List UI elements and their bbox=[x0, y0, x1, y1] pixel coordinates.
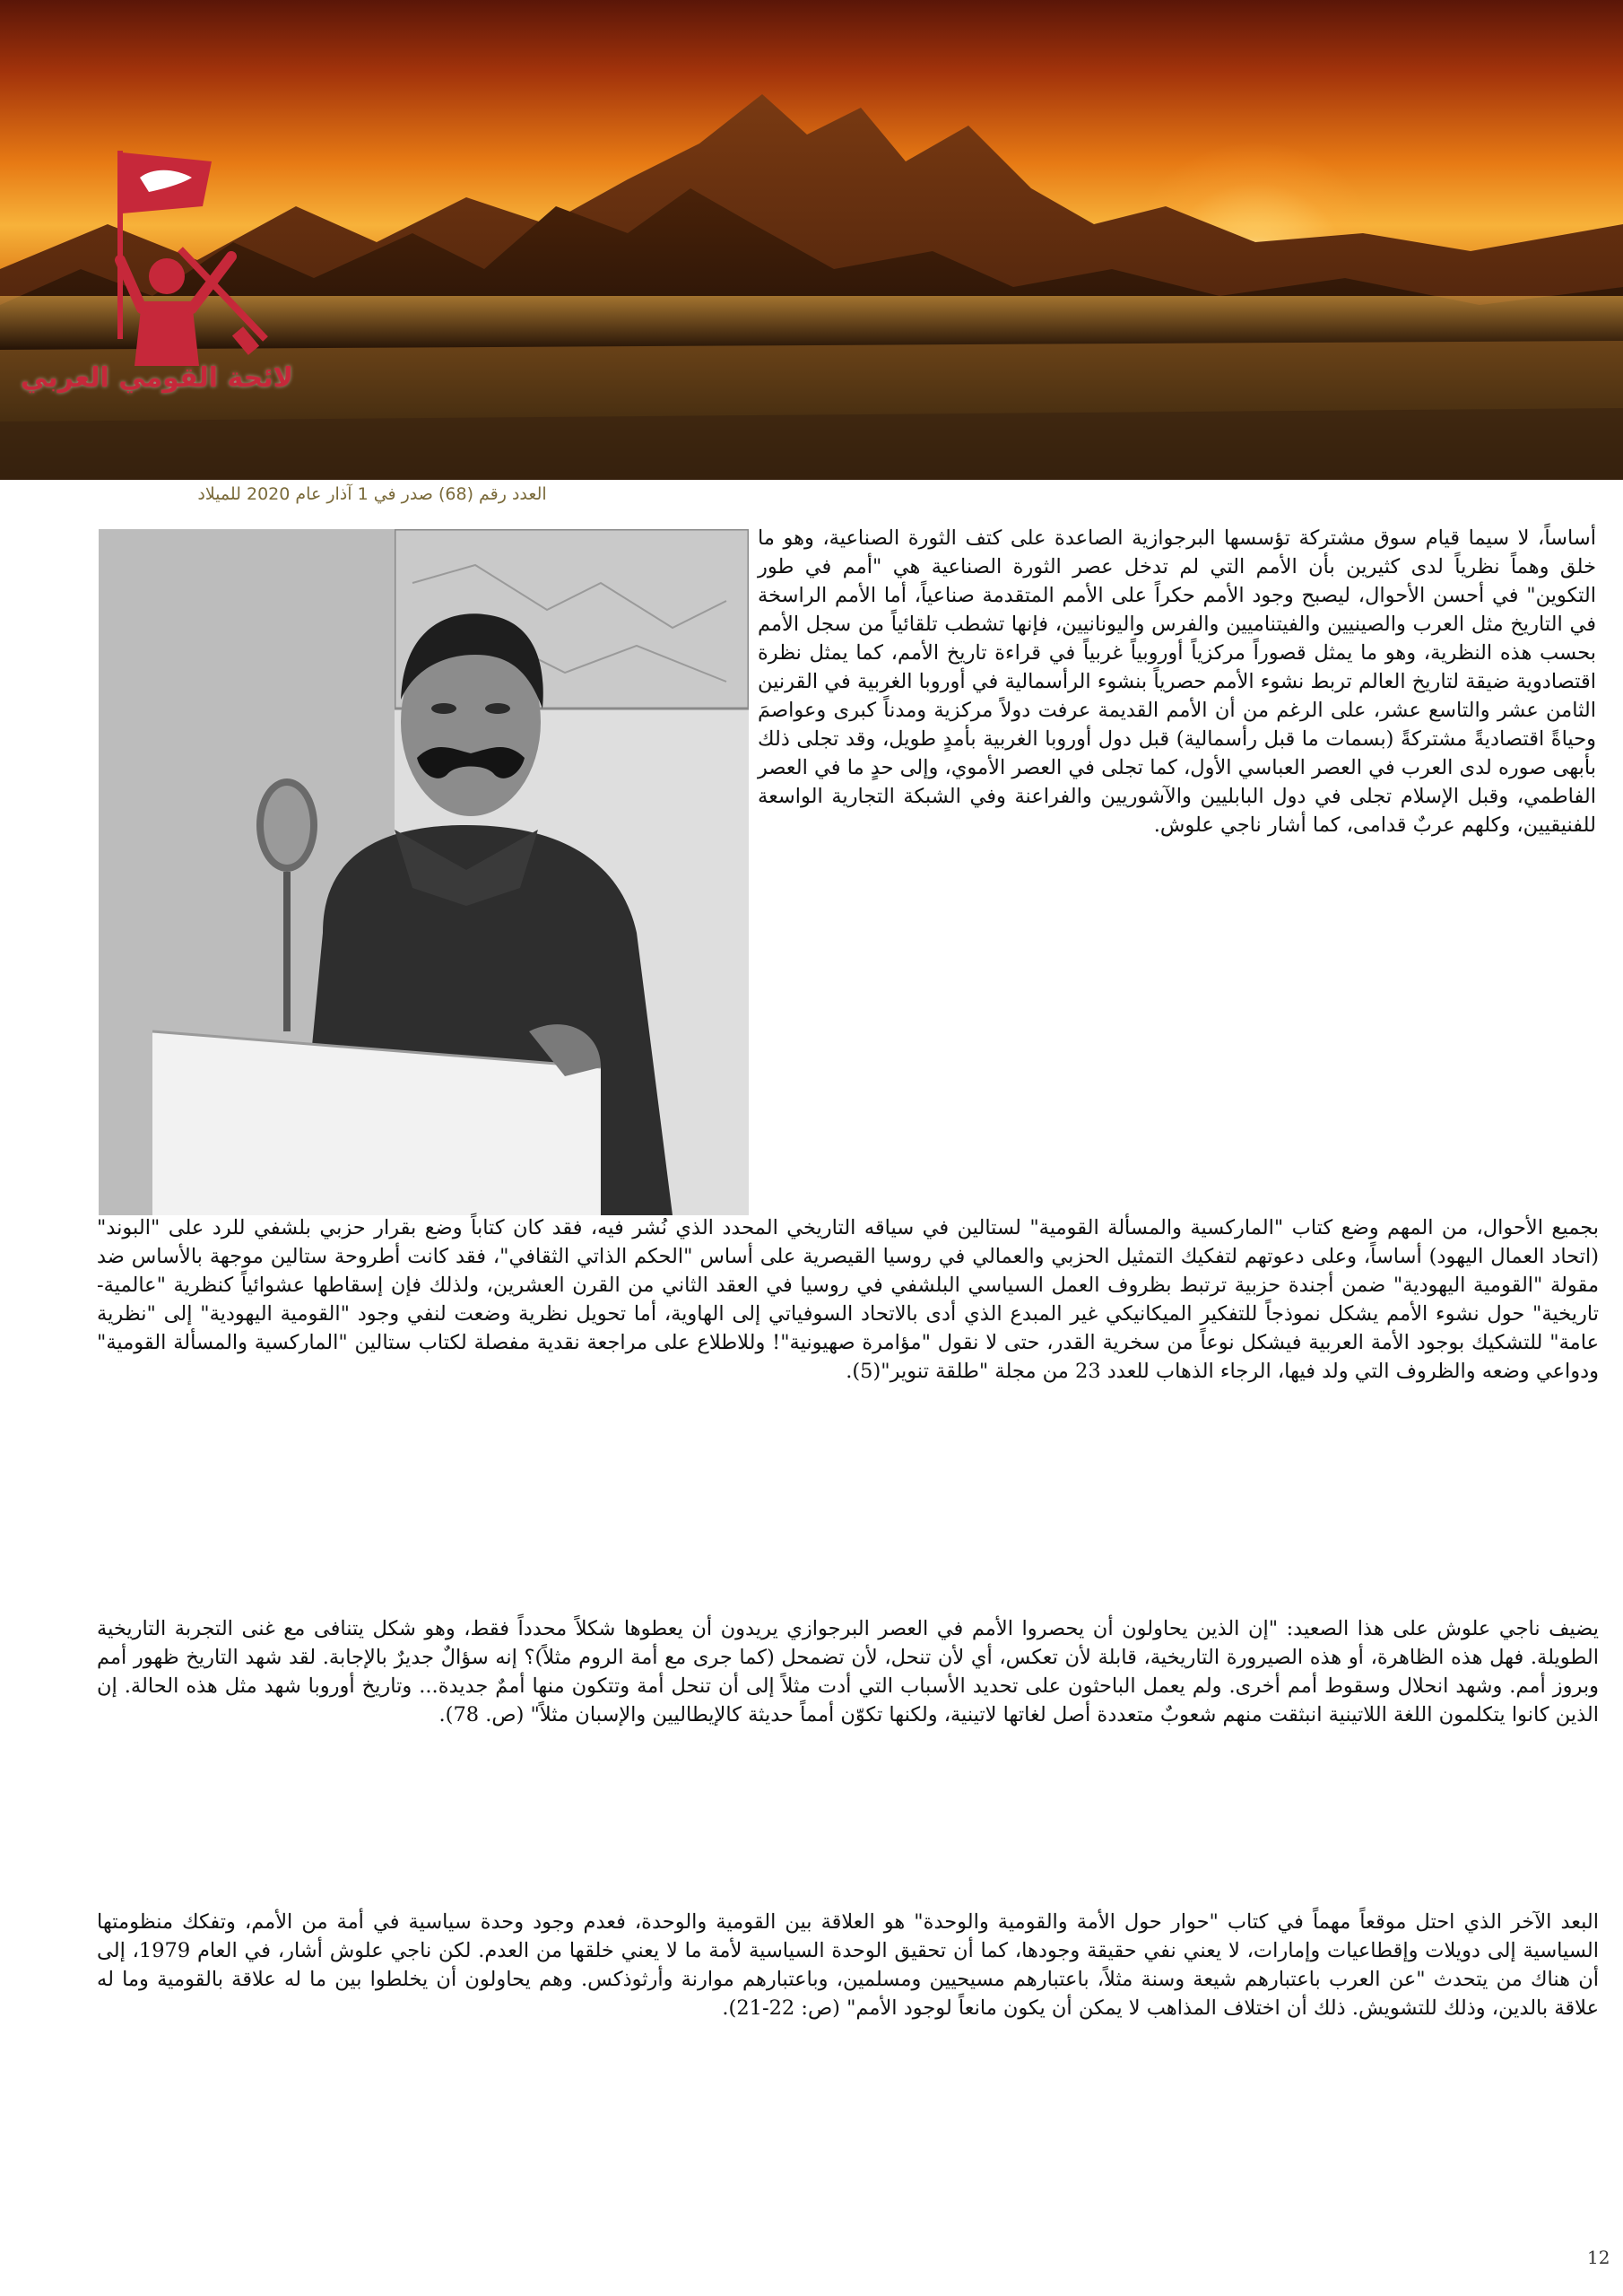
article-paragraph: البعد الآخر الذي احتل موقعاً مهماً في كتاب "حوار حول الأمة والقومية والوحدة" هو العلاقة بين القومية والوحدة، فعدم وجود وحدة سياسية في أمة من الأمم، وتفكك منظومتها السياسية إلى دويلات وإقطاعيات وإمارات، لا يعني نفي حقيقة وجودها، كما أن تحقيق الوحدة السياسية لأمة ما لا يعني خلقها من العدم. لكن ناجي علوش أشار، في العام 1979، إلى أن هناك من يتحدث "عن العرب باعتبارهم شيعة وسنة مثلاً، باعتبارهم مسيحيين ومسلمين، وباعتبارهم موارنة وأرثوذكس. وهم يحاولون أن يخلطوا بين ما له علاقة بالقومية وما له علاقة بالدين، وذلك للتشويش. ذلك أن اختلاف المذاهب لا يمكن أن يكون مانعاً لوجود الأمم" (ص: 22-21). bbox=[97, 1910, 1599, 2020]
portrait-photo bbox=[99, 529, 749, 1215]
issue-date-line: العدد رقم (68) صدر في 1 آذار عام 2020 للميلاد bbox=[197, 484, 547, 504]
logo-text: لائحة القومي العربي bbox=[21, 362, 293, 394]
header-banner bbox=[0, 0, 1623, 480]
page-number: 12 bbox=[1587, 2247, 1610, 2268]
article-paragraph: يضيف ناجي علوش على هذا الصعيد: "إن الذين يحاولون أن يحصروا الأمم في العصر البرجوازي يريدون أن يعطوها شكلاً محدداً فقط، وهو شكل يتنافى مع غنى التجربة التاريخية الطويلة. فهل هذه الظاهرة، أو هذه الصيرورة التاريخية، قابلة لأن تعكس، أي لأن تنحل، لأن تضمحل (كما جرى مع أمة الروم مثلاً)؟ إنه سؤالٌ جديرٌ بالإجابة. لقد شهد التاريخ ظهور أمم وبروز أمم. وشهد انحلال وسقوط أمم أخرى. ولم يعمل الباحثون على تحديد الأسباب التي أدت مثلاً إلى أن تنحل أمة وتتكون منها أممٌ جديدة... وتاريخ أوروبا شهد مثل هذه الحالة. إن الذين كانوا يتكلمون اللغة اللاتينية انبثقت منهم شعوبٌ متعددة أصل لغاتها لاتينية، ولكنها تكوّن أمماً حديثة كالإيطاليين والإسبان مثلاً" (ص. 78). bbox=[97, 1617, 1599, 1726]
article-paragraph: أساساً، لا سيما قيام سوق مشتركة تؤسسها البرجوازية الصاعدة على كتف الثورة الصناعية، وهو ما خلق وهماً نظرياً لدى كثيرين بأن الأمم التي لم تدخل عصر الثورة الصناعية هي "أمم في طور التكوين" في أحسن الأحوال، ليصبح وجود الأمم حكراً على الأمم المتقدمة صناعياً، أما الأمم الراسخة في التاريخ مثل العرب والصينيين والفيتناميين والفرس واليونانيين، فإنها تشطب تلقائياً من سجل الأمم بحسب هذه النظرية، وهو ما يمثل قصوراً مركزياً أوروبياً غربياً في قراءة تاريخ الأمم، كما يمثل نظرة اقتصادوية ضيقة لتاريخ العالم تربط نشوء الأمم حصرياً بنشوء الرأسمالية في أوروبا الغربية في القرنين الثامن عشر والتاسع عشر، على الرغم من أن الأمم القديمة عرفت دولاً مركزية ومدناً كبرى وعواصمَ وحياةً اقتصاديةً مشتركةً (بسمات ما قبل رأسمالية) قبل دول أوروبا الغربية بأمدٍ طويل، وقد تجلى ذلك بأبهى صوره لدى العرب في العصر العباسي الأول، كما تجلى في العصر الأموي، وإلى حدٍ ما في العصر الفاطمي، وقبل الإسلام تجلى في دول البابليين والآشوريين والفراعنة وفي الشبكة التجارية الواسعة للفنيقيين، وكلهم عربٌ قدامى، كما أشار ناجي علوش. bbox=[758, 526, 1596, 837]
article-paragraph: بجميع الأحوال، من المهم وضع كتاب "الماركسية والمسألة القومية" لستالين في سياقه التاريخي المحدد الذي نُشر فيه، فقد كان كتاباً وضع بقرار حزبي بلشفي للرد على "البوند" (اتحاد العمال اليهود) أساساً، وعلى دعوتهم لتفكيك التمثيل الحزبي والعمالي في روسيا القيصرية على أساس "الحكم الذاتي الثقافي"، فقد كانت أطروحة ستالين موجهة بالأساس ضد مقولة "القومية اليهودية" ضمن أجندة حزبية ترتبط بظروف العمل السياسي البلشفي في روسيا في العقد الثاني من القرن العشرين، ولذلك فإن إسقاطها عشوائياً كنظرية "عالمية-تاريخية" حول نشوء الأمم يشكل نموذجاً للتفكير الميكانيكي غير المبدع الذي أدى بالاتحاد السوفياتي إلى الهاوية، أما تحويل نظرية وضعت لنفي وجود "القومية اليهودية" إلى "نظرية عامة" للتشكيك بوجود الأمة العربية فيشكل نوعاً من سخرية القدر، حتى لا نقول "مؤامرة صهيونية"! وللاطلاع على مراجعة نقدية مفصلة لكتاب ستالين "الماركسية والمسألة القومية" ودواعي وضعه والظروف التي ولد فيها، الرجاء الذهاب للعدد 23 من مجلة "طلقة تنوير"(5). bbox=[97, 1216, 1599, 1383]
